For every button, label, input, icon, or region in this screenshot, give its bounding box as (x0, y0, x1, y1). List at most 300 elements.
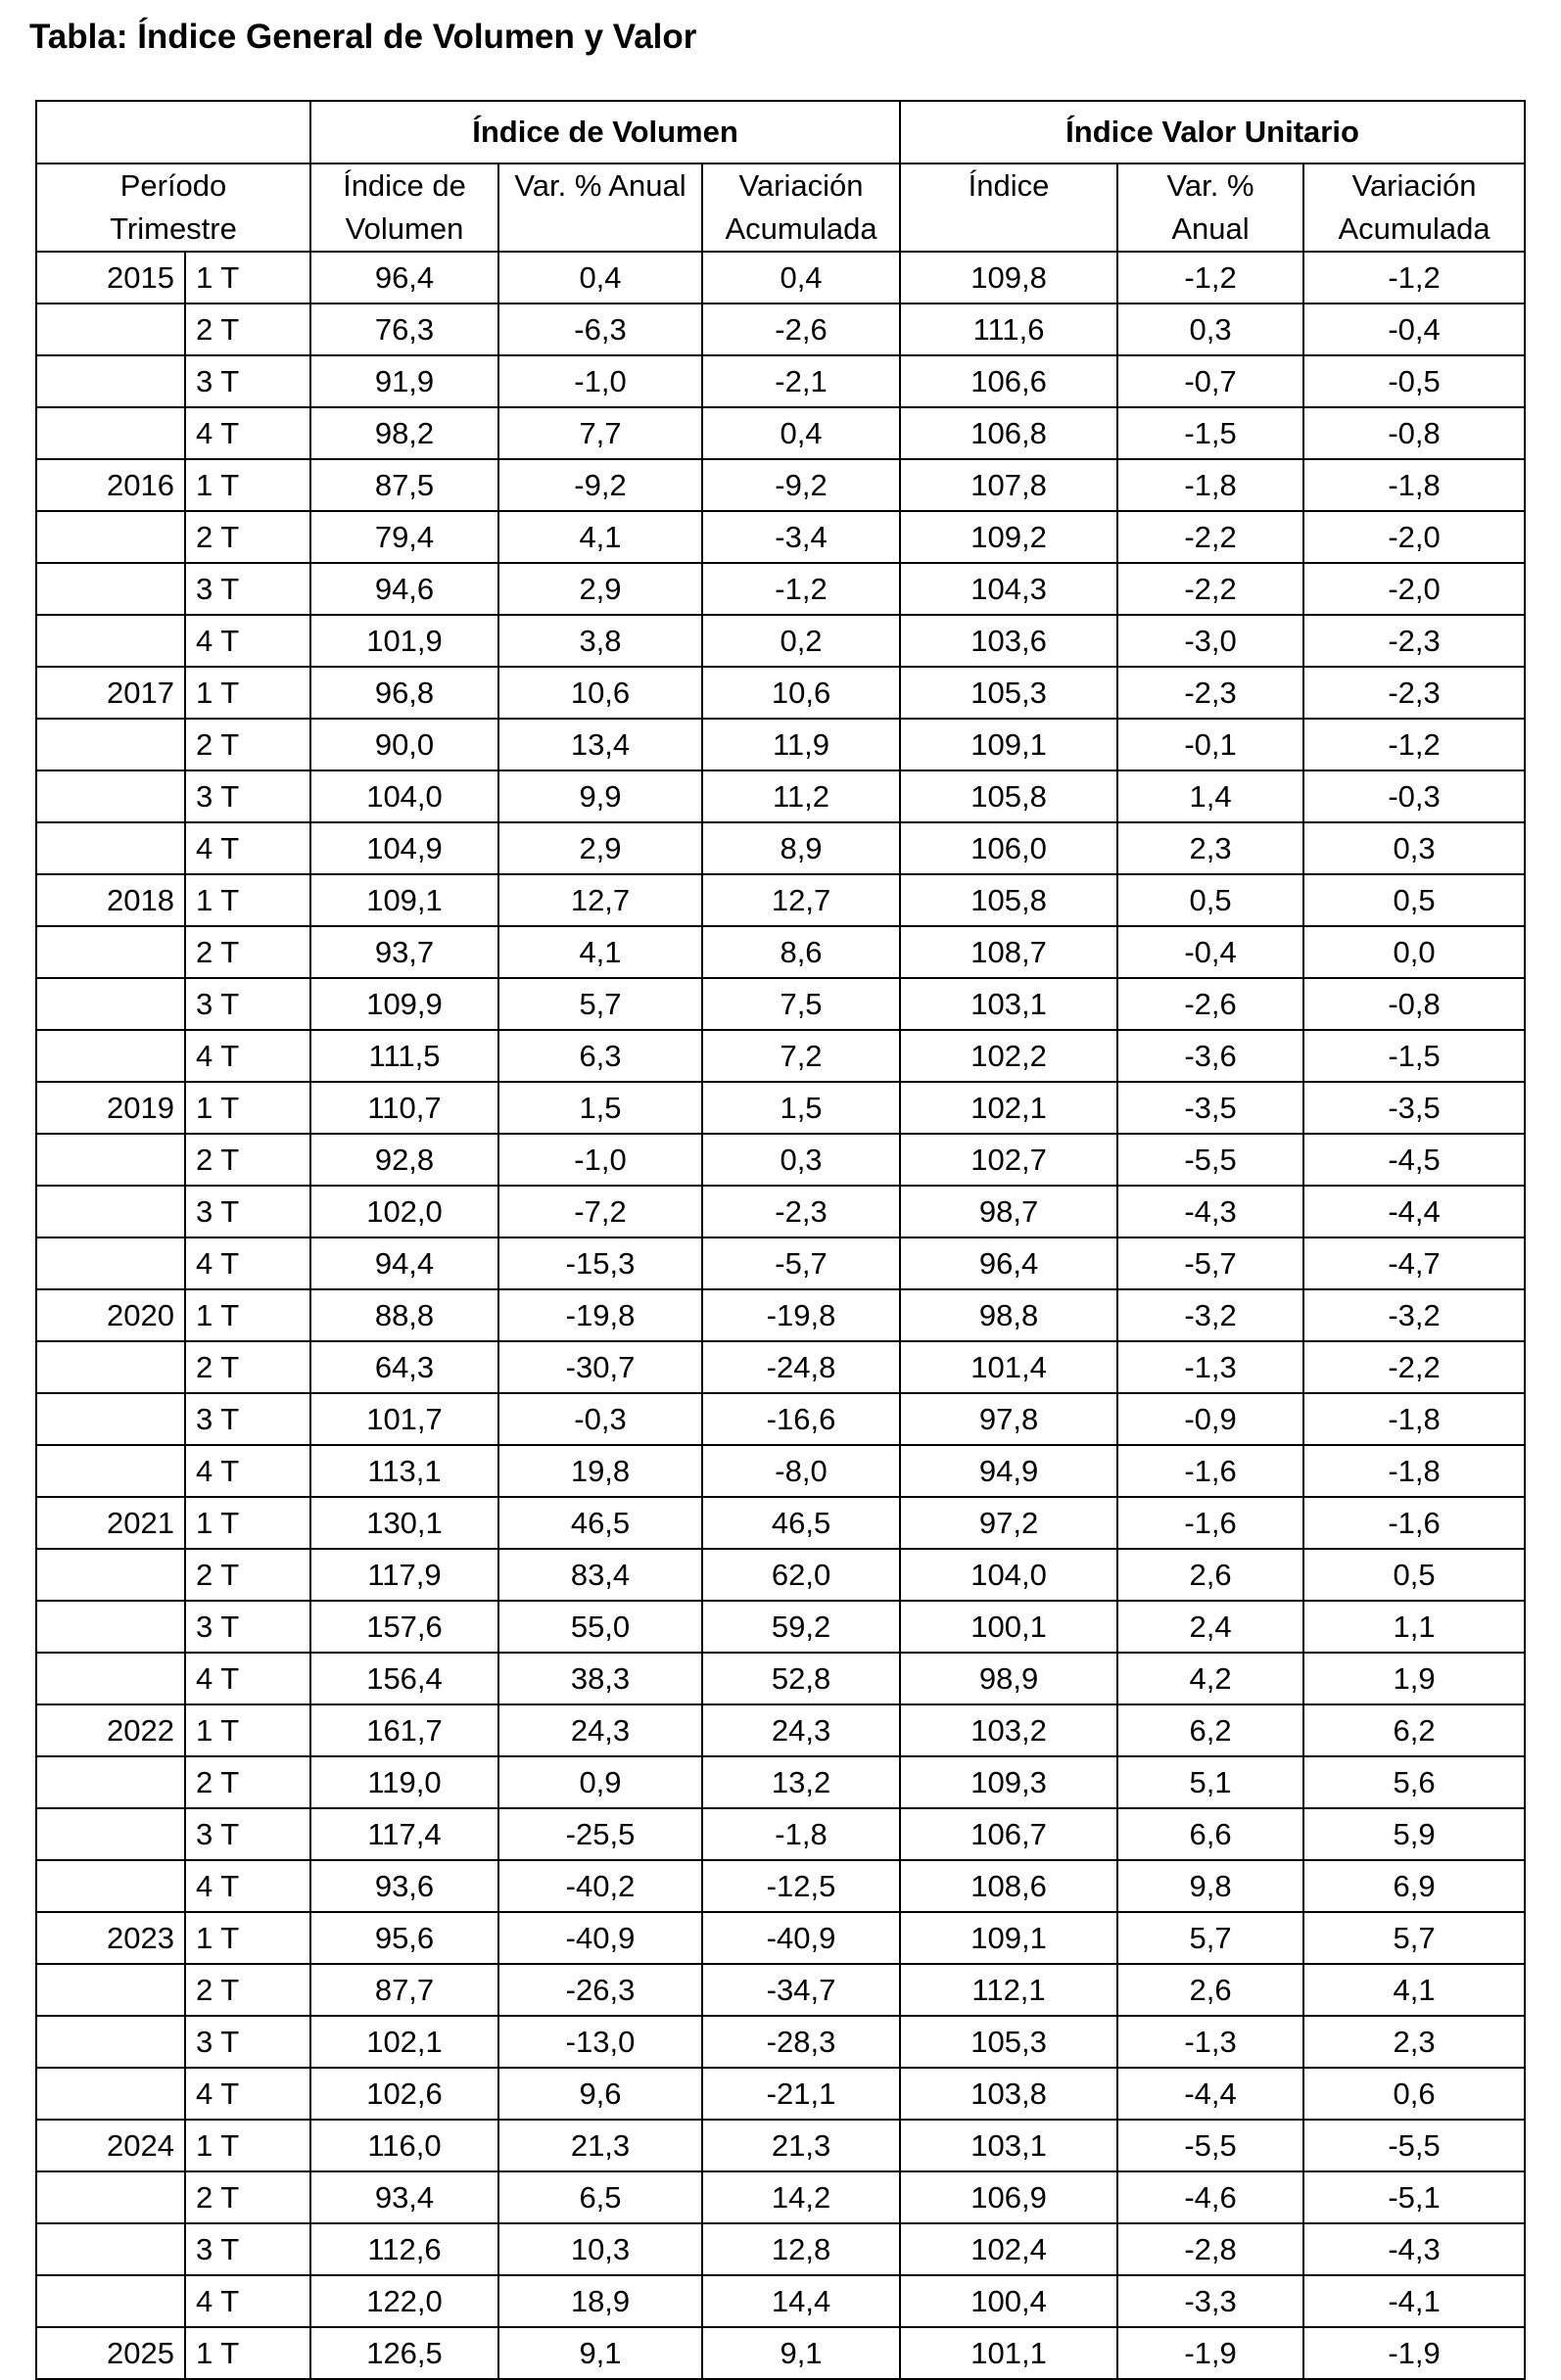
cell-year (36, 1134, 185, 1186)
cell-quarter: 2 T (185, 1756, 310, 1808)
cell-var-acumulada-volumen: -3,4 (702, 511, 900, 563)
column-header-indice-volumen-line1: Índice de (343, 168, 466, 203)
column-header-var-anual-valor-line1: Var. % (1166, 168, 1254, 203)
cell-indice-valor: 98,8 (900, 1289, 1117, 1341)
cell-var-anual-volumen: 0,9 (498, 1756, 702, 1808)
cell-indice-valor: 107,8 (900, 459, 1117, 511)
cell-var-anual-volumen: 6,3 (498, 1030, 702, 1082)
cell-var-acumulada-volumen: 59,2 (702, 1601, 900, 1653)
cell-var-anual-valor: -4,4 (1117, 2068, 1303, 2120)
cell-var-anual-valor: -3,0 (1117, 615, 1303, 667)
cell-var-anual-valor: 6,2 (1117, 1704, 1303, 1756)
cell-var-anual-valor: -3,6 (1117, 1030, 1303, 1082)
cell-indice-valor: 106,8 (900, 407, 1117, 459)
cell-var-acumulada-volumen: 62,0 (702, 1549, 900, 1601)
table-row (36, 459, 1525, 511)
cell-var-anual-valor: -0,4 (1117, 926, 1303, 978)
table-row (36, 1289, 1525, 1341)
cell-indice-valor: 103,1 (900, 2120, 1117, 2171)
cell-year: 2022 (36, 1704, 185, 1756)
cell-indice-volumen: 111,5 (310, 1030, 498, 1082)
cell-var-anual-volumen: -7,2 (498, 1186, 702, 1237)
cell-indice-volumen: 117,9 (310, 1549, 498, 1601)
cell-indice-volumen: 122,0 (310, 2275, 498, 2327)
cell-quarter: 3 T (185, 2016, 310, 2068)
cell-var-acumulada-volumen: -1,2 (702, 563, 900, 615)
cell-var-anual-volumen: 4,1 (498, 926, 702, 978)
column-header-row (36, 163, 1525, 252)
cell-var-anual-volumen: -1,0 (498, 1134, 702, 1186)
cell-var-acumulada-volumen: 0,4 (702, 407, 900, 459)
table-row (36, 1445, 1525, 1497)
cell-var-anual-volumen: 46,5 (498, 1497, 702, 1549)
cell-var-anual-volumen: -19,8 (498, 1289, 702, 1341)
cell-year (36, 355, 185, 407)
cell-var-anual-valor: -5,7 (1117, 1237, 1303, 1289)
cell-var-anual-valor: 2,4 (1117, 1601, 1303, 1653)
cell-quarter: 2 T (185, 2171, 310, 2223)
cell-indice-valor: 104,0 (900, 1549, 1117, 1601)
cell-var-anual-valor: -3,3 (1117, 2275, 1303, 2327)
column-header-var-anual-valor-line2: Anual (1171, 211, 1250, 246)
cell-quarter: 3 T (185, 1808, 310, 1860)
cell-quarter: 3 T (185, 2223, 310, 2275)
cell-year: 2021 (36, 1497, 185, 1549)
table-row (36, 1549, 1525, 1601)
cell-var-acumulada-valor: 2,3 (1303, 2016, 1525, 2068)
table-row (36, 303, 1525, 355)
cell-year (36, 1445, 185, 1497)
cell-var-acumulada-valor: 1,9 (1303, 1653, 1525, 1704)
cell-var-anual-valor: -2,8 (1117, 2223, 1303, 2275)
cell-var-acumulada-volumen: 8,9 (702, 822, 900, 874)
column-header-periodo (36, 163, 310, 252)
table-row (36, 563, 1525, 615)
cell-quarter: 3 T (185, 1393, 310, 1445)
cell-var-acumulada-valor: -3,5 (1303, 1082, 1525, 1134)
cell-var-anual-valor: 5,7 (1117, 1912, 1303, 1964)
table-row (36, 2120, 1525, 2171)
cell-var-anual-valor: -5,5 (1117, 1134, 1303, 1186)
cell-var-acumulada-volumen: 52,8 (702, 1653, 900, 1704)
cell-var-acumulada-valor: 0,6 (1303, 2068, 1525, 2120)
cell-year: 2015 (36, 252, 185, 303)
cell-var-acumulada-valor: -4,4 (1303, 1186, 1525, 1237)
cell-var-anual-volumen: 6,5 (498, 2171, 702, 2223)
cell-indice-valor: 97,8 (900, 1393, 1117, 1445)
column-header-indice-valor-text: Índice (968, 168, 1050, 203)
cell-indice-volumen: 91,9 (310, 355, 498, 407)
cell-indice-volumen: 113,1 (310, 1445, 498, 1497)
cell-var-acumulada-valor: 6,2 (1303, 1704, 1525, 1756)
cell-var-anual-valor: 5,1 (1117, 1756, 1303, 1808)
table-row (36, 926, 1525, 978)
cell-indice-volumen: 88,8 (310, 1289, 498, 1341)
cell-year (36, 770, 185, 822)
cell-var-anual-valor: -1,9 (1117, 2327, 1303, 2379)
table-row (36, 978, 1525, 1030)
cell-var-anual-valor: 4,2 (1117, 1653, 1303, 1704)
cell-indice-volumen: 96,8 (310, 667, 498, 719)
cell-var-anual-valor: 6,6 (1117, 1808, 1303, 1860)
column-header-var-acumulada-volumen-line1: Variación (738, 168, 864, 203)
cell-indice-volumen: 109,9 (310, 978, 498, 1030)
cell-var-acumulada-valor: -1,8 (1303, 1393, 1525, 1445)
cell-indice-valor: 105,3 (900, 667, 1117, 719)
cell-year (36, 2068, 185, 2120)
cell-var-anual-volumen: 21,3 (498, 2120, 702, 2171)
cell-var-acumulada-valor: 0,5 (1303, 874, 1525, 926)
cell-var-anual-valor: -0,9 (1117, 1393, 1303, 1445)
cell-var-anual-volumen: 18,9 (498, 2275, 702, 2327)
cell-quarter: 1 T (185, 252, 310, 303)
cell-var-anual-valor: 0,3 (1117, 303, 1303, 355)
cell-var-anual-valor: 2,6 (1117, 1549, 1303, 1601)
cell-year (36, 719, 185, 770)
cell-var-anual-valor: -1,8 (1117, 459, 1303, 511)
cell-var-anual-valor: -1,5 (1117, 407, 1303, 459)
table-row (36, 1134, 1525, 1186)
cell-var-anual-volumen: -6,3 (498, 303, 702, 355)
cell-indice-volumen: 116,0 (310, 2120, 498, 2171)
cell-var-acumulada-volumen: 21,3 (702, 2120, 900, 2171)
cell-var-acumulada-valor: -0,5 (1303, 355, 1525, 407)
cell-var-anual-volumen: -30,7 (498, 1341, 702, 1393)
cell-year: 2024 (36, 2120, 185, 2171)
table-row (36, 1497, 1525, 1549)
cell-quarter: 4 T (185, 1860, 310, 1912)
cell-indice-volumen: 119,0 (310, 1756, 498, 1808)
cell-year: 2019 (36, 1082, 185, 1134)
cell-var-anual-volumen: 12,7 (498, 874, 702, 926)
cell-var-anual-volumen: 38,3 (498, 1653, 702, 1704)
cell-indice-volumen: 96,4 (310, 252, 498, 303)
cell-var-acumulada-volumen: 0,2 (702, 615, 900, 667)
cell-year (36, 978, 185, 1030)
column-header-var-acumulada-valor (1303, 163, 1525, 252)
cell-year (36, 1808, 185, 1860)
cell-year (36, 1601, 185, 1653)
cell-indice-valor: 96,4 (900, 1237, 1117, 1289)
cell-var-anual-volumen: -40,2 (498, 1860, 702, 1912)
cell-quarter: 2 T (185, 1964, 310, 2016)
cell-year (36, 1756, 185, 1808)
cell-year: 2017 (36, 667, 185, 719)
cell-var-acumulada-volumen: -12,5 (702, 1860, 900, 1912)
cell-indice-valor: 104,3 (900, 563, 1117, 615)
cell-indice-volumen: 94,4 (310, 1237, 498, 1289)
table-row (36, 1964, 1525, 2016)
cell-indice-valor: 98,7 (900, 1186, 1117, 1237)
cell-quarter: 2 T (185, 926, 310, 978)
cell-year (36, 822, 185, 874)
cell-var-anual-valor: -3,2 (1117, 1289, 1303, 1341)
cell-quarter: 1 T (185, 874, 310, 926)
cell-var-anual-volumen: 10,6 (498, 667, 702, 719)
cell-var-anual-volumen: 9,9 (498, 770, 702, 822)
cell-indice-volumen: 104,0 (310, 770, 498, 822)
table-row (36, 2275, 1525, 2327)
cell-var-acumulada-volumen: 7,2 (702, 1030, 900, 1082)
cell-indice-valor: 109,1 (900, 1912, 1117, 1964)
cell-var-acumulada-volumen: 24,3 (702, 1704, 900, 1756)
column-header-var-acumulada-valor-line1: Variación (1351, 168, 1477, 203)
cell-indice-volumen: 90,0 (310, 719, 498, 770)
table-row (36, 1704, 1525, 1756)
cell-var-acumulada-valor: 1,1 (1303, 1601, 1525, 1653)
cell-var-anual-valor: 2,6 (1117, 1964, 1303, 2016)
cell-year (36, 2275, 185, 2327)
cell-indice-valor: 109,8 (900, 252, 1117, 303)
cell-indice-valor: 100,4 (900, 2275, 1117, 2327)
table-row (36, 2223, 1525, 2275)
cell-year (36, 1186, 185, 1237)
cell-var-anual-valor: -5,5 (1117, 2120, 1303, 2171)
empty-corner-cell (36, 101, 310, 163)
cell-var-acumulada-volumen: -40,9 (702, 1912, 900, 1964)
cell-var-acumulada-volumen: -1,8 (702, 1808, 900, 1860)
cell-var-acumulada-valor: -2,2 (1303, 1341, 1525, 1393)
cell-var-anual-valor: -1,2 (1117, 252, 1303, 303)
cell-var-acumulada-valor: -4,1 (1303, 2275, 1525, 2327)
cell-var-acumulada-volumen: -24,8 (702, 1341, 900, 1393)
cell-indice-valor: 106,7 (900, 1808, 1117, 1860)
cell-indice-valor: 97,2 (900, 1497, 1117, 1549)
cell-indice-valor: 105,3 (900, 2016, 1117, 2068)
cell-indice-valor: 105,8 (900, 770, 1117, 822)
table-row (36, 615, 1525, 667)
cell-quarter: 4 T (185, 407, 310, 459)
cell-var-anual-valor: -3,5 (1117, 1082, 1303, 1134)
cell-indice-valor: 103,2 (900, 1704, 1117, 1756)
table-row (36, 1030, 1525, 1082)
cell-indice-volumen: 110,7 (310, 1082, 498, 1134)
cell-var-acumulada-valor: 5,6 (1303, 1756, 1525, 1808)
cell-var-anual-volumen: 2,9 (498, 822, 702, 874)
cell-var-acumulada-volumen: -5,7 (702, 1237, 900, 1289)
cell-quarter: 3 T (185, 563, 310, 615)
cell-var-anual-volumen: -15,3 (498, 1237, 702, 1289)
cell-quarter: 2 T (185, 511, 310, 563)
cell-indice-valor: 94,9 (900, 1445, 1117, 1497)
cell-year (36, 1964, 185, 2016)
cell-indice-valor: 108,6 (900, 1860, 1117, 1912)
cell-quarter: 4 T (185, 1030, 310, 1082)
cell-var-anual-volumen: 19,8 (498, 1445, 702, 1497)
table-row (36, 1082, 1525, 1134)
cell-var-acumulada-valor: -1,8 (1303, 459, 1525, 511)
cell-indice-valor: 100,1 (900, 1601, 1117, 1653)
cell-year (36, 2016, 185, 2068)
column-header-var-acumulada-valor-line2: Acumulada (1338, 211, 1490, 246)
cell-indice-valor: 102,4 (900, 2223, 1117, 2275)
cell-quarter: 4 T (185, 615, 310, 667)
cell-var-anual-volumen: 7,7 (498, 407, 702, 459)
cell-quarter: 1 T (185, 2327, 310, 2379)
column-header-periodo-line1: Período (119, 168, 227, 203)
cell-var-acumulada-volumen: 11,9 (702, 719, 900, 770)
cell-year (36, 1860, 185, 1912)
cell-indice-valor: 105,8 (900, 874, 1117, 926)
cell-var-anual-valor: -0,1 (1117, 719, 1303, 770)
cell-quarter: 1 T (185, 2120, 310, 2171)
table-row (36, 1237, 1525, 1289)
cell-var-acumulada-volumen: 12,8 (702, 2223, 900, 2275)
cell-var-anual-volumen: -13,0 (498, 2016, 702, 2068)
cell-var-acumulada-volumen: 0,4 (702, 252, 900, 303)
cell-var-anual-volumen: 83,4 (498, 1549, 702, 1601)
cell-indice-volumen: 102,0 (310, 1186, 498, 1237)
cell-quarter: 2 T (185, 1134, 310, 1186)
cell-indice-volumen: 109,1 (310, 874, 498, 926)
table-row (36, 1601, 1525, 1653)
cell-var-acumulada-valor: 4,1 (1303, 1964, 1525, 2016)
cell-var-acumulada-valor: -1,5 (1303, 1030, 1525, 1082)
cell-quarter: 1 T (185, 1497, 310, 1549)
cell-var-anual-valor: 9,8 (1117, 1860, 1303, 1912)
table-row (36, 2068, 1525, 2120)
cell-year (36, 563, 185, 615)
group-header-valor: Índice Valor Unitario (900, 101, 1525, 163)
cell-year (36, 1549, 185, 1601)
cell-var-acumulada-valor: -0,4 (1303, 303, 1525, 355)
cell-var-acumulada-valor: -4,7 (1303, 1237, 1525, 1289)
cell-var-acumulada-volumen: -19,8 (702, 1289, 900, 1341)
cell-var-acumulada-valor: -0,3 (1303, 770, 1525, 822)
cell-var-acumulada-volumen: 46,5 (702, 1497, 900, 1549)
table-row (36, 770, 1525, 822)
cell-var-anual-valor: -0,7 (1117, 355, 1303, 407)
group-header-row (36, 101, 1525, 163)
cell-var-acumulada-valor: -0,8 (1303, 407, 1525, 459)
cell-indice-valor: 111,6 (900, 303, 1117, 355)
cell-indice-valor: 109,1 (900, 719, 1117, 770)
cell-var-anual-valor: -2,2 (1117, 563, 1303, 615)
table-row (36, 2327, 1525, 2379)
cell-var-anual-valor: -2,2 (1117, 511, 1303, 563)
cell-var-anual-volumen: 9,6 (498, 2068, 702, 2120)
cell-var-acumulada-volumen: -8,0 (702, 1445, 900, 1497)
cell-quarter: 1 T (185, 1289, 310, 1341)
cell-var-anual-valor: -4,3 (1117, 1186, 1303, 1237)
table-row (36, 1860, 1525, 1912)
cell-var-acumulada-valor: -2,3 (1303, 615, 1525, 667)
cell-indice-volumen: 93,6 (310, 1860, 498, 1912)
cell-quarter: 1 T (185, 1704, 310, 1756)
cell-var-acumulada-volumen: -16,6 (702, 1393, 900, 1445)
cell-var-acumulada-valor: 0,5 (1303, 1549, 1525, 1601)
table-row (36, 822, 1525, 874)
table-row (36, 1186, 1525, 1237)
column-header-var-anual-volumen-text: Var. % Anual (514, 168, 686, 203)
cell-var-anual-valor: -1,3 (1117, 2016, 1303, 2068)
cell-year (36, 615, 185, 667)
cell-var-acumulada-volumen: -28,3 (702, 2016, 900, 2068)
cell-var-acumulada-volumen: -21,1 (702, 2068, 900, 2120)
cell-quarter: 4 T (185, 822, 310, 874)
cell-quarter: 1 T (185, 667, 310, 719)
cell-indice-volumen: 95,6 (310, 1912, 498, 1964)
cell-var-acumulada-valor: -1,6 (1303, 1497, 1525, 1549)
cell-var-anual-valor: -2,6 (1117, 978, 1303, 1030)
cell-indice-valor: 101,1 (900, 2327, 1117, 2379)
cell-var-anual-valor: 0,5 (1117, 874, 1303, 926)
cell-quarter: 1 T (185, 1912, 310, 1964)
cell-indice-volumen: 79,4 (310, 511, 498, 563)
cell-var-acumulada-volumen: 14,2 (702, 2171, 900, 2223)
cell-indice-valor: 102,1 (900, 1082, 1117, 1134)
cell-indice-volumen: 112,6 (310, 2223, 498, 2275)
cell-var-acumulada-volumen: 0,3 (702, 1134, 900, 1186)
table-row (36, 1756, 1525, 1808)
cell-var-acumulada-valor: -1,9 (1303, 2327, 1525, 2379)
table-row (36, 1341, 1525, 1393)
cell-indice-valor: 108,7 (900, 926, 1117, 978)
cell-quarter: 2 T (185, 719, 310, 770)
cell-indice-valor: 106,9 (900, 2171, 1117, 2223)
index-table (35, 100, 1526, 2380)
cell-indice-volumen: 101,9 (310, 615, 498, 667)
cell-indice-volumen: 101,7 (310, 1393, 498, 1445)
cell-year (36, 303, 185, 355)
column-header-indice-valor (900, 163, 1117, 252)
cell-var-anual-volumen: 0,4 (498, 252, 702, 303)
cell-indice-volumen: 156,4 (310, 1653, 498, 1704)
cell-indice-volumen: 130,1 (310, 1497, 498, 1549)
cell-var-acumulada-volumen: 8,6 (702, 926, 900, 978)
cell-quarter: 4 T (185, 1445, 310, 1497)
table-row (36, 407, 1525, 459)
cell-var-acumulada-volumen: 14,4 (702, 2275, 900, 2327)
cell-indice-volumen: 64,3 (310, 1341, 498, 1393)
cell-var-acumulada-valor: -4,3 (1303, 2223, 1525, 2275)
cell-indice-volumen: 92,8 (310, 1134, 498, 1186)
table-row (36, 252, 1525, 303)
cell-var-anual-volumen: 13,4 (498, 719, 702, 770)
cell-indice-volumen: 98,2 (310, 407, 498, 459)
cell-quarter: 2 T (185, 303, 310, 355)
cell-var-anual-valor: -2,3 (1117, 667, 1303, 719)
cell-var-acumulada-volumen: -2,6 (702, 303, 900, 355)
column-header-var-anual-valor (1117, 163, 1303, 252)
cell-var-acumulada-valor: -5,1 (1303, 2171, 1525, 2223)
cell-indice-volumen: 126,5 (310, 2327, 498, 2379)
cell-year (36, 2223, 185, 2275)
cell-var-acumulada-volumen: 11,2 (702, 770, 900, 822)
cell-indice-volumen: 93,4 (310, 2171, 498, 2223)
cell-quarter: 4 T (185, 2275, 310, 2327)
cell-var-anual-valor: -1,6 (1117, 1497, 1303, 1549)
cell-var-acumulada-volumen: -9,2 (702, 459, 900, 511)
table-row (36, 1912, 1525, 1964)
cell-quarter: 4 T (185, 2068, 310, 2120)
cell-year (36, 511, 185, 563)
cell-var-acumulada-volumen: 10,6 (702, 667, 900, 719)
cell-indice-valor: 103,1 (900, 978, 1117, 1030)
cell-var-acumulada-valor: -0,8 (1303, 978, 1525, 1030)
column-header-var-anual-volumen (498, 163, 702, 252)
table-row (36, 667, 1525, 719)
cell-quarter: 2 T (185, 1341, 310, 1393)
cell-year (36, 1030, 185, 1082)
cell-indice-volumen: 102,1 (310, 2016, 498, 2068)
cell-quarter: 4 T (185, 1653, 310, 1704)
cell-var-acumulada-valor: 5,9 (1303, 1808, 1525, 1860)
cell-var-anual-volumen: -9,2 (498, 459, 702, 511)
column-header-var-acumulada-volumen-line2: Acumulada (725, 211, 877, 246)
cell-var-acumulada-volumen: 12,7 (702, 874, 900, 926)
cell-var-anual-valor: -4,6 (1117, 2171, 1303, 2223)
